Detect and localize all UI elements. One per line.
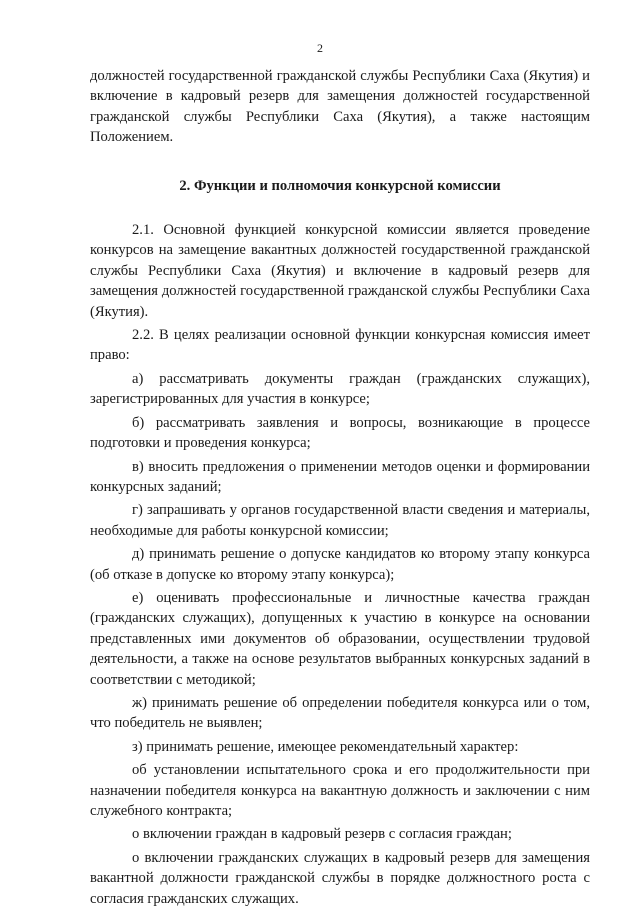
item-b: б) рассматривать заявления и вопросы, возникающие в процессе подготовки и проведения конкурса; bbox=[90, 414, 590, 452]
item-zh: ж) принимать решение об определении победителя конкурса или о том, что победитель не выявлен; bbox=[90, 694, 590, 732]
paragraph-2-2: 2.2. В целях реализации основной функции конкурсная комиссия имеет право: bbox=[90, 327, 590, 364]
subitem-reserve-citizens: о включении граждан в кадровый резерв с согласия граждан; bbox=[132, 826, 512, 843]
item-z: з) принимать решение, имеющее рекомендательный характер: bbox=[132, 738, 519, 755]
paragraph-2-1: 2.1. Основной функцией конкурсной комиссии является проведение конкурсов на замещение вакантных должностей государственной гражданской службы Республики Саха (Якутия) и включение в кадровый резерв для замещения должностей государственной гражданской службы Республики Саха (Якутия). bbox=[90, 222, 590, 320]
item-a: а) рассматривать документы граждан (гражданских служащих), зарегистрированных для участия в конкурсе; bbox=[90, 370, 590, 408]
subitem-probation: об установлении испытательного срока и его продолжительности при назначении победителя конкурса на вакантную должность и заключении с ним служебного контракта; bbox=[90, 762, 590, 819]
item-d: д) принимать решение о допуске кандидатов ко второму этапу конкурса (об отказе в допуске ко второму этапу конкурса); bbox=[90, 546, 590, 583]
item-e: е) оценивать профессиональные и личностные качества граждан (гражданских служащих), допущенных к участию в конкурсе на основании представленных ими документов об образовании, осуществлении трудовой деятельности, а также на основе результатов выбранных конкурсных заданий в соответствии с методикой; bbox=[90, 589, 590, 688]
subitem-reserve-servants: о включении гражданских служащих в кадровый резерв для замещения вакантной должности гражданской службы в порядке должностного роста с согласия гражданских служащих. bbox=[90, 849, 590, 907]
item-v: в) вносить предложения о применении методов оценки и формировании конкурсных заданий; bbox=[90, 458, 590, 495]
item-g: г) запрашивать у органов государственной власти сведения и материалы, необходимые для работы конкурсной комиссии; bbox=[90, 502, 590, 539]
page-number: 2 bbox=[317, 41, 323, 55]
intro-paragraph: должностей государственной гражданской службы Республики Саха (Якутия) и включение в кадровый резерв для замещения должностей государственной гражданской службы Республики Саха (Якутия), а также настоящим Положением. bbox=[90, 68, 590, 146]
section-heading: 2. Функции и полномочия конкурсной комиссии bbox=[179, 177, 501, 194]
